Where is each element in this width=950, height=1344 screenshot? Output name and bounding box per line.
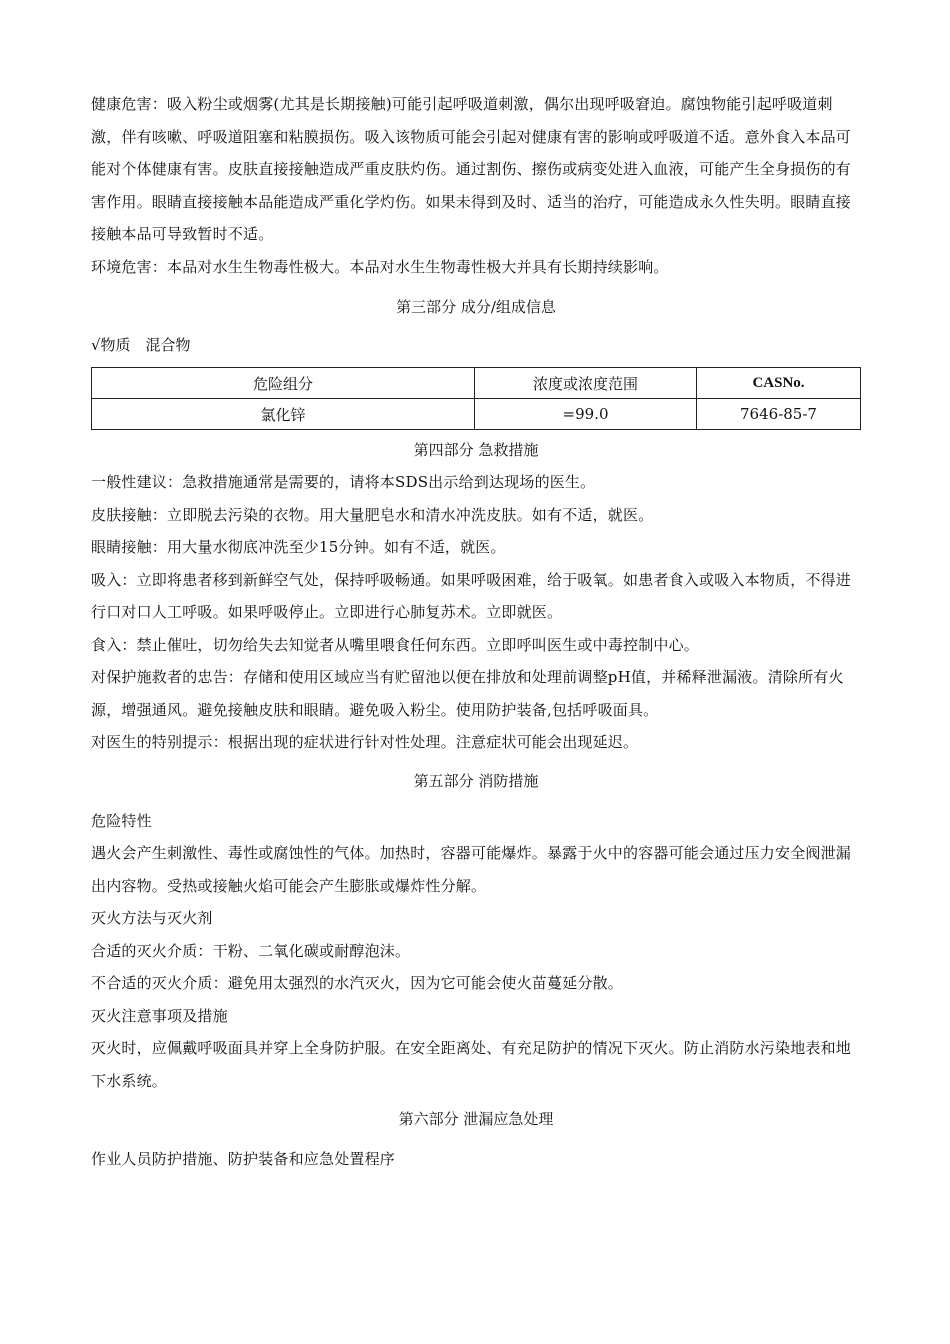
first-aid-general: 一般性建议：急救措施通常是需要的，请将本SDS出示给到达现场的医生。 <box>91 473 596 491</box>
fire-hazard-label: 危险特性 <box>91 811 152 830</box>
first-aid-ingestion: 食入：禁止催吐，切勿给失去知觉者从嘴里喂食任何东西。立即呼叫医生或中毒控制中心。 <box>91 635 700 654</box>
substance-type-line: √物质 混合物 <box>91 336 191 354</box>
first-aid-eye: 眼睛接触：用大量水彻底冲洗至少15分钟。如有不适，就医。 <box>91 538 506 556</box>
section6-sub-label: 作业人员防护措施、防护装备和应急处置程序 <box>91 1150 396 1168</box>
health-hazard-text: 健康危害：吸入粉尘或烟雾(尤其是长期接触)可能引起呼吸道刺激，偶尔出现呼吸窘迫。腐蚀物能引起呼吸道刺激，伴有咳嗽、呼吸道阻塞和粘膜损伤。吸入该物质可能会引起对健康有害的影响或呼吸道不适。意外食入本品可能对个体健康有害。皮肤直接接触造成严重皮肤灼伤。通过割伤、擦伤或病变处进入血液，可能产生全身损伤的有害作用。眼睛直接接触本品能造成严重化学灼伤。如果未得到及时、适当的治疗，可能造成永久性失明。眼睛直接接触本品可导致暂时不适。 <box>91 95 852 243</box>
first-aid-doctor-note: 对医生的特别提示：根据出现的症状进行针对性处理。注意症状可能会出现延迟。 <box>91 733 639 751</box>
unsuitable-media: 不合适的灭火介质：避免用太强烈的水汽灭火，因为它可能会使火苗蔓延分散。 <box>91 974 624 992</box>
fire-precaution-label: 灭火注意事项及措施 <box>91 1006 228 1025</box>
table-header-cas: CASNo. <box>697 368 861 399</box>
first-aid-rescuer-advice: 对保护施救者的忠告：存储和使用区域应当有贮留池以便在排放和处理前调整pH值，并稀释泄漏液。清除所有火源，增强通风。避免接触皮肤和眼睛。避免吸入粉尘。使用防护装备,包括呼吸面具。 <box>91 668 844 719</box>
composition-table <box>91 367 861 430</box>
first-aid-skin: 皮肤接触：立即脱去污染的衣物。用大量肥皂水和清水冲洗皮肤。如有不适，就医。 <box>91 505 654 524</box>
section5-title: 第五部分 消防措施 <box>413 771 539 790</box>
table-cell-cas: 7646-85-7 <box>697 399 861 430</box>
fire-hazard-text: 遇火会产生刺激性、毒性或腐蚀性的气体。加热时，容器可能爆炸。暴露于火中的容器可能会通过压力安全阀泄漏出内容物。受热或接触火焰可能会产生膨胀或爆炸性分解。 <box>91 844 852 895</box>
fire-precaution-text: 灭火时，应佩戴呼吸面具并穿上全身防护服。在安全距离处、有充足防护的情况下灭火。防止消防水污染地表和地下水系统。 <box>91 1039 852 1090</box>
sds-page <box>91 88 861 1176</box>
table-header-concentration: 浓度或浓度范围 <box>475 368 697 399</box>
extinguishing-method-label: 灭火方法与灭火剂 <box>91 909 213 927</box>
table-cell-concentration: =99.0 <box>475 399 697 430</box>
first-aid-inhalation: 吸入：立即将患者移到新鲜空气处，保持呼吸畅通。如果呼吸困难，给于吸氧。如患者食入或吸入本物质，不得进行口对口人工呼吸。如果呼吸停止。立即进行心肺复苏术。立即就医。 <box>91 570 852 621</box>
table-row <box>92 399 861 430</box>
suitable-media: 合适的灭火介质：干粉、二氧化碳或耐醇泡沫。 <box>91 941 411 960</box>
section6-title: 第六部分 泄漏应急处理 <box>398 1110 554 1128</box>
table-header-row <box>92 368 861 399</box>
table-header-component: 危险组分 <box>92 368 475 399</box>
section3-title: 第三部分 成分/组成信息 <box>396 298 556 316</box>
table-cell-component: 氯化锌 <box>92 399 475 430</box>
environment-hazard-text: 环境危害：本品对水生生物毒性极大。本品对水生生物毒性极大并具有长期持续影响。 <box>91 257 669 276</box>
section4-title: 第四部分 急救措施 <box>413 441 539 459</box>
